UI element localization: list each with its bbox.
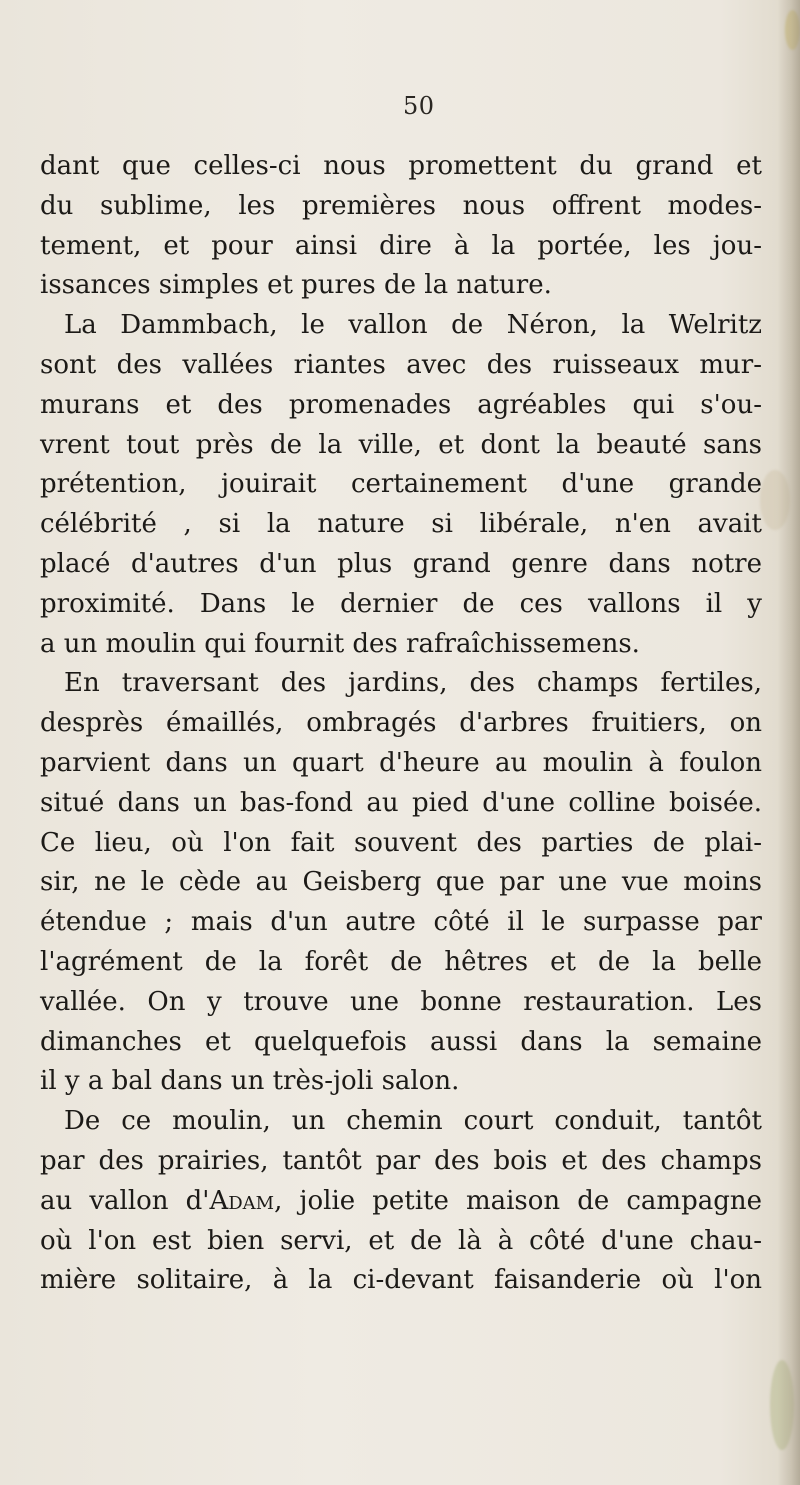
text-line: issances simples et pures de la nature. bbox=[40, 270, 552, 301]
page-number: 50 bbox=[403, 92, 435, 120]
text-line: sont des vallées riantes avec des ruisseaux mur- bbox=[40, 349, 762, 380]
body-text bbox=[40, 147, 762, 1301]
text-line: placé d'autres d'un plus grand genre dans notre bbox=[40, 548, 762, 579]
text-line: prétention, jouirait certainement d'une grande bbox=[40, 469, 762, 500]
text-line: parvient dans un quart d'heure au moulin à foulon bbox=[40, 747, 762, 778]
text-line: l'agrément de la forêt de hêtres et de la belle bbox=[40, 946, 762, 977]
text-line: desprès émaillés, ombragés d'arbres fruitiers, on bbox=[40, 708, 762, 739]
text-line: Ce lieu, où l'on fait souvent des parties de plai- bbox=[40, 827, 762, 858]
text-line: En traversant des jardins, des champs fertiles, bbox=[64, 668, 762, 699]
text-line: a un moulin qui fournit des rafraîchissemens. bbox=[40, 628, 640, 659]
text-line: où l'on est bien servi, et de là à côté d'une chau- bbox=[40, 1225, 762, 1256]
text-line: dimanches et quelquefois aussi dans la semaine bbox=[40, 1026, 762, 1057]
text-line: murans et des promenades agréables qui s'ou- bbox=[40, 389, 762, 420]
text-line: proximité. Dans le dernier de ces vallons il y bbox=[40, 588, 762, 619]
text-line: situé dans un bas-fond au pied d'une colline boisée. bbox=[40, 787, 762, 818]
text-line: au vallon d'Adam, jolie petite maison de campagne bbox=[40, 1185, 763, 1216]
text-line: dant que celles-ci nous promettent du grand et bbox=[40, 151, 762, 181]
text-line: par des prairies, tantôt par des bois et des champs bbox=[40, 1145, 762, 1176]
text-line: vallée. On y trouve une bonne restauration. Les bbox=[40, 986, 762, 1017]
text-line: étendue ; mais d'un autre côté il le surpasse par bbox=[40, 907, 762, 938]
text-line: La Dammbach, le vallon de Néron, la Welritz bbox=[64, 310, 762, 341]
text-line: sir, ne le cède au Geisberg que par une vue moins bbox=[40, 867, 762, 898]
text-line: il y a bal dans un très-joli salon. bbox=[40, 1066, 460, 1097]
text-line: du sublime, les premières nous offrent modes- bbox=[40, 190, 762, 221]
text-line: vrent tout près de la ville, et dont la beauté sans bbox=[40, 429, 762, 460]
text-line: mière solitaire, à la ci-devant faisanderie où l'on bbox=[40, 1265, 762, 1296]
text-line: De ce moulin, un chemin court conduit, tantôt bbox=[64, 1106, 762, 1137]
text-line: célébrité , si la nature si libérale, n'en avait bbox=[40, 509, 762, 540]
page-edge-shadow bbox=[778, 0, 800, 1485]
text-line: tement, et pour ainsi dire à la portée, les jou- bbox=[40, 230, 762, 261]
